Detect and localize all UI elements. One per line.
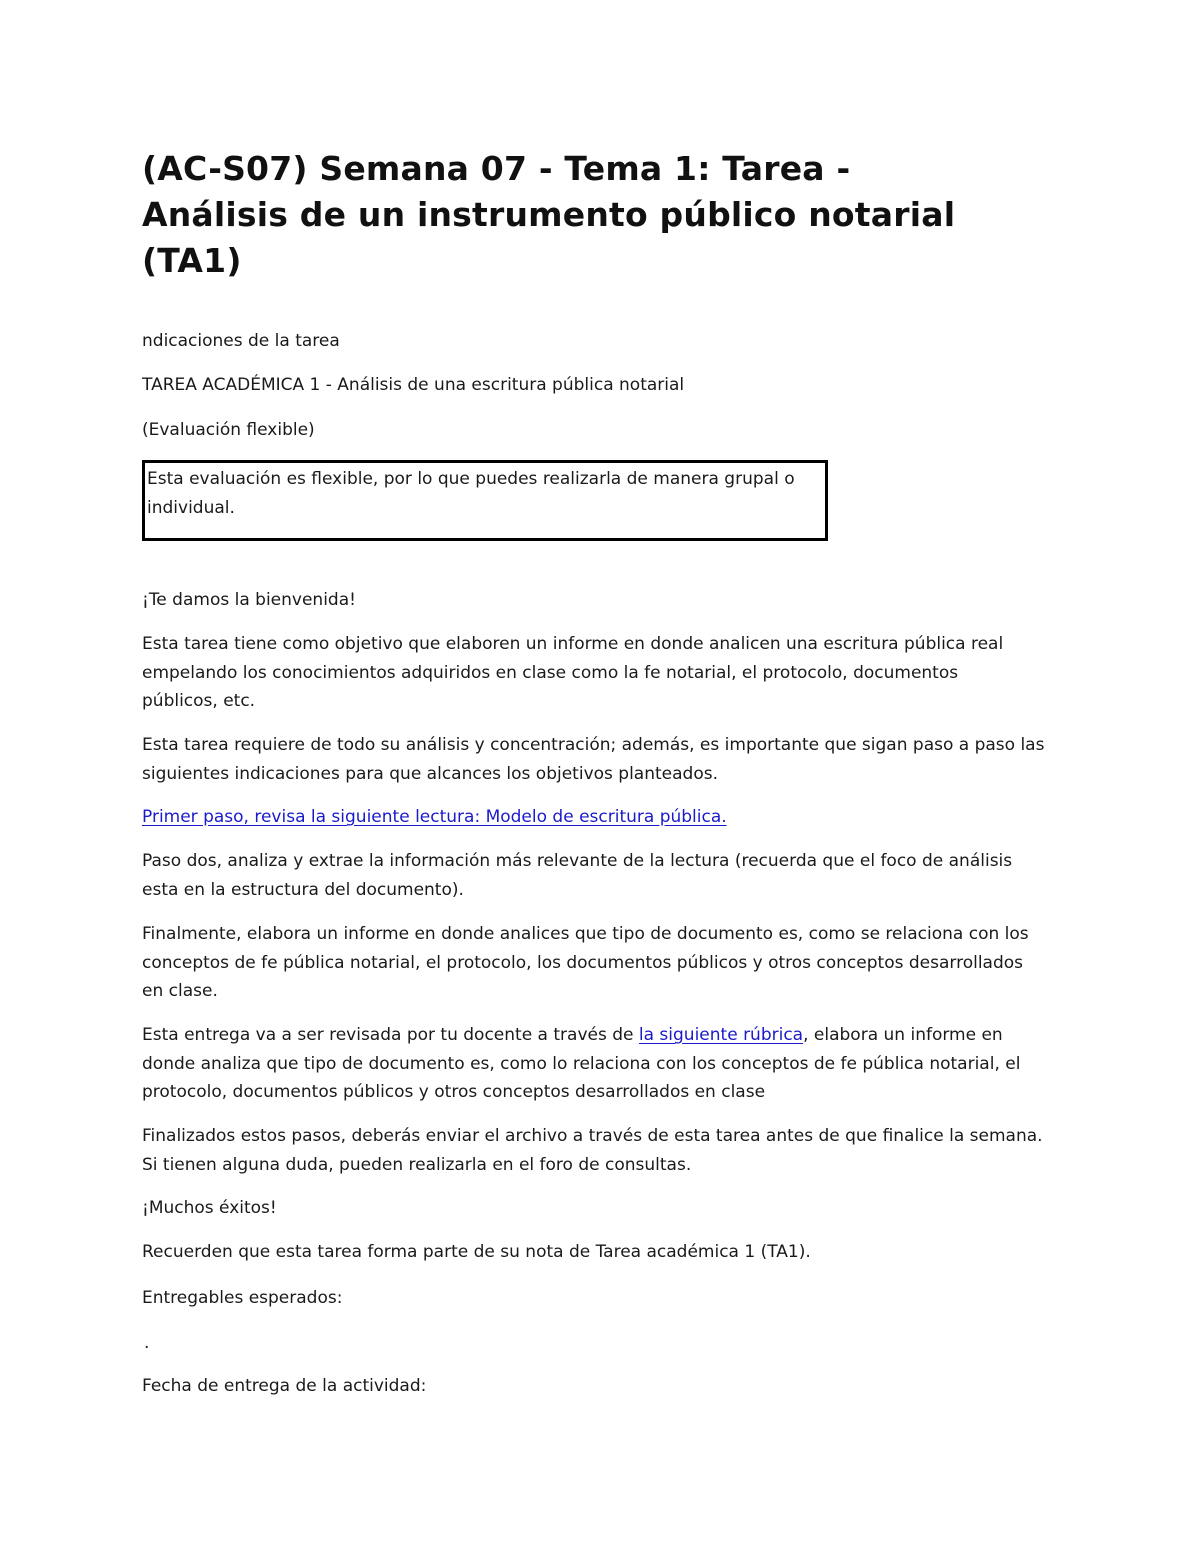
paragraph-line: Esta tarea requiere de todo su análisis y concentración; además, es importante que sigan paso a paso las: [142, 735, 1045, 755]
paragraph-line: [142, 1021, 1020, 1050]
entrega-paragraph: [142, 1021, 1020, 1107]
requiere-paragraph: [142, 731, 1044, 788]
paragraph-line: Paso dos, analiza y extrae la información más relevante de la lectura (recuerda que el foco de análisis: [142, 851, 1013, 871]
title-line: Análisis de un instrumento público notarial: [142, 195, 956, 234]
document-title: [142, 146, 1072, 284]
title-line: (TA1): [142, 241, 242, 280]
entrega-text: Esta entrega va a ser revisada por tu docente a través de: [142, 1025, 639, 1045]
rubrica-link[interactable]: la siguiente rúbrica: [638, 1025, 804, 1045]
title-line: (AC-S07) Semana 07 - Tema 1: Tarea -: [142, 149, 851, 188]
finalizados-paragraph: [142, 1122, 1043, 1179]
paragraph-line: Esta tarea tiene como objetivo que elaboren un informe en donde analicen una escritura pública real: [142, 634, 1004, 654]
paragraph-line: públicos, etc.: [142, 691, 256, 711]
paragraph-line: en clase.: [142, 981, 218, 1001]
paragraph-line: protocolo, documentos públicos y otros conceptos desarrollados en clase: [142, 1082, 766, 1102]
paragraph-line: conceptos de fe pública notarial, el protocolo, los documentos públicos y otros conceptos desarrollados: [142, 952, 1024, 973]
paragraph-line: Finalizados estos pasos, deberás enviar el archivo a través de esta tarea antes de que finalice la semana.: [142, 1126, 1043, 1146]
box-line: individual.: [147, 497, 235, 518]
paragraph-line: esta en la estructura del documento).: [142, 879, 464, 900]
paragraph-line: Si tienen alguna duda, pueden realizarla en el foro de consultas.: [142, 1154, 692, 1175]
fecha-entrega-label: Fecha de entrega de la actividad:: [142, 1376, 427, 1396]
finalmente-paragraph: [142, 920, 1029, 1006]
recuerden-paragraph: Recuerden que esta tarea forma parte de su nota de Tarea académica 1 (TA1).: [142, 1242, 811, 1262]
box-line: Esta evaluación es flexible, por lo que puedes realizarla de manera grupal o: [147, 469, 795, 489]
indicaciones-heading: ndicaciones de la tarea: [142, 331, 340, 351]
exitos-text: ¡Muchos éxitos!: [142, 1198, 277, 1218]
evaluacion-flexible-label: (Evaluación flexible): [142, 420, 315, 440]
paso-dos-paragraph: [142, 847, 1012, 904]
paragraph-line: donde analiza que tipo de documento es, como lo relaciona con los conceptos de fe pública notarial, el: [142, 1053, 1021, 1074]
tarea-academica-heading: TAREA ACADÉMICA 1 - Análisis de una escritura pública notarial: [142, 375, 685, 395]
modelo-escritura-link[interactable]: Primer paso, revisa la siguiente lectura: Modelo de escritura pública.: [142, 807, 727, 827]
bullet-marker: .: [144, 1333, 150, 1353]
paragraph-line: empelando los conocimientos adquiridos en clase como la fe notarial, el protocolo, documentos: [142, 662, 959, 683]
entregables-heading: Entregables esperados:: [142, 1288, 343, 1308]
bienvenida-text: ¡Te damos la bienvenida!: [142, 590, 356, 610]
paragraph-line: Finalmente, elabora un informe en donde analices que tipo de documento es, como se relaciona con los: [142, 924, 1029, 944]
evaluacion-flexible-note: [147, 465, 795, 522]
entrega-text: , elabora un informe en: [803, 1025, 1003, 1045]
paragraph-line: siguientes indicaciones para que alcances los objetivos planteados.: [142, 763, 718, 784]
evaluacion-flexible-box: [142, 460, 828, 541]
primer-paso-paragraph: [142, 803, 727, 832]
objetivo-paragraph: [142, 630, 1003, 716]
